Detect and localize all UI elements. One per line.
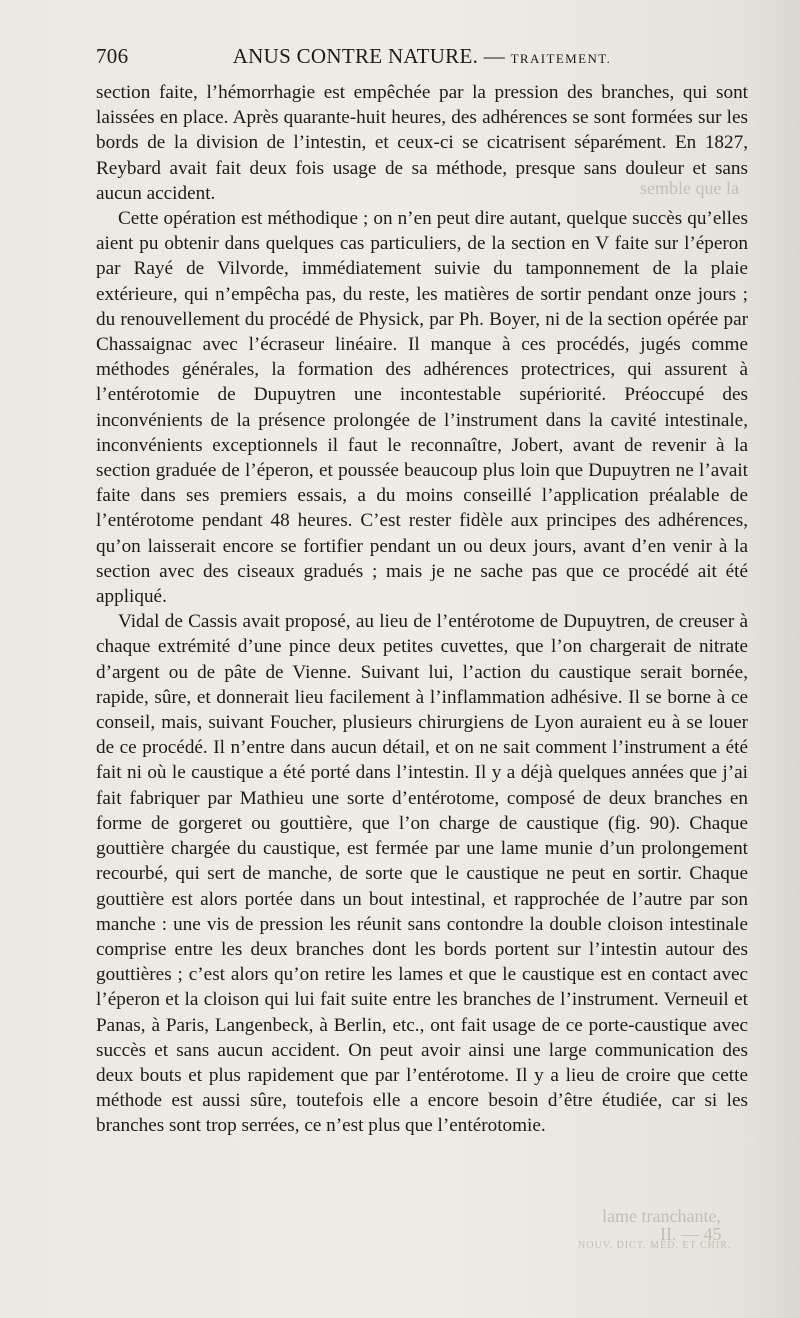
section-title: TRAITEMENT. [510,51,612,66]
bleed-through-text-top: semble que la [640,178,739,198]
bleed-through-text-lower: lame tranchante, [602,1206,721,1226]
bleed-through-footer: NOUV. DICT. MÉD. ET CHIR. [578,1240,732,1251]
bleed-through-folio: II. — 45 [660,1224,722,1244]
page-number: 706 [96,44,129,68]
chapter-title: ANUS CONTRE NATURE. — [232,44,505,68]
body-text [96,80,748,1139]
paragraph: Cette opération est méthodique ; on n’en peut dire autant, quelque succès qu’elles aient pu obtenir dans quelques cas particuliers, de la section en V faite sur l’éperon par Rayé de Vilvorde, immédiatement suivie du tamponnement de la plaie extérieure, qui n’empêcha pas, du reste, les matières de sortir pendant onze jours ; du renouvellement du procédé de Physick, par Ph. Boyer, ni de la section opérée par Chassaignac avec l’écraseur linéaire. Il manque à ces procédés, jugés comme méthodes générales, la formation des adhérences protectrices, qui assurent à l’entérotomie de Dupuytren une incontestable supériorité. Préoccupé des inconvénients de la présence prolongée de l’instrument dans la cavité intestinale, inconvénients exceptionnels il faut le reconnaître, Jobert, avant de revenir à la section graduée de l’éperon, et poussée beaucoup plus loin que Dupuytren ne l’avait faite dans ses premiers essais, a du moins conseillé l’application préalable de l’entérotome pendant 48 heures. C’est rester fidèle aux principes des adhérences, qu’on laisserait encore se fortifier pendant un ou deux jours, avant d’en venir à la section avec des ciseaux gradués ; mais je ne sache pas que ce procédé ait été appliqué. [96,208,748,608]
running-header [96,44,748,74]
running-head-title [96,44,748,69]
paragraph: Vidal de Cassis avait proposé, au lieu de l’entérotome de Dupuytren, de creuser à chaque extrémité d’une pince deux petites cuvettes, que l’on chargerait de nitrate d’argent ou de pâte de Vienne. Suivant lui, l’action du caustique serait bornée, rapide, sûre, et donnerait lieu facilement à l’inflammation adhésive. Il se borne à ce conseil, mais, suivant Foucher, plusieurs chirurgiens de Lyon auraient eu à se louer de ce procédé. Il n’entre dans aucun détail, et on ne sait comment l’instrument a été fait ni où le caustique a été porté dans l’intestin. Il y a déjà quelques années que j’ai fait fabriquer par Mathieu une sorte d’entérotome, composé de deux branches en forme de gorgeret ou gouttière, que l’on charge de caustique (fig. 90). Chaque gouttière chargée du caustique, est fermée par une lame munie d’un prolongement recourbé, qui sert de manche, de sorte que le caustique ne peut en sortir. Chaque gouttière est alors portée dans un bout intestinal, et rapprochée de l’autre par son manche : une vis de pression les réunit sans contondre la double cloison intestinale comprise entre les deux branches dont les bords portent sur l’intestin autour des gouttières ; c’est alors qu’on retire les lames et que le caustique est en contact avec l’éperon et la cloison qui lui fait suite entre les branches de l’instrument. Verneuil et Panas, à Paris, Langenbeck, à Berlin, etc., ont fait usage de ce porte-caustique avec succès et sans aucun accident. On peut avoir ainsi une large communication des deux bouts et plus rapidement que par l’entérotome. Il y a lieu de croire que cette méthode est aussi sûre, toutefois elle a encore besoin d’être étudiée, car si les branches sont trop serrées, ce n’est plus que l’entérotomie. [96,611,748,1137]
paragraph: section faite, l’hémorrhagie est empêchée par la pression des branches, qui sont laissées en place. Après quarante-huit heures, des adhérences se sont formées sur les bords de la division de l’intestin, et ceux-ci se cicatrisent séparément. En 1827, Reybard avait fait deux fois usage de sa méthode, presque sans douleur et sans aucun accident. [96,82,748,204]
